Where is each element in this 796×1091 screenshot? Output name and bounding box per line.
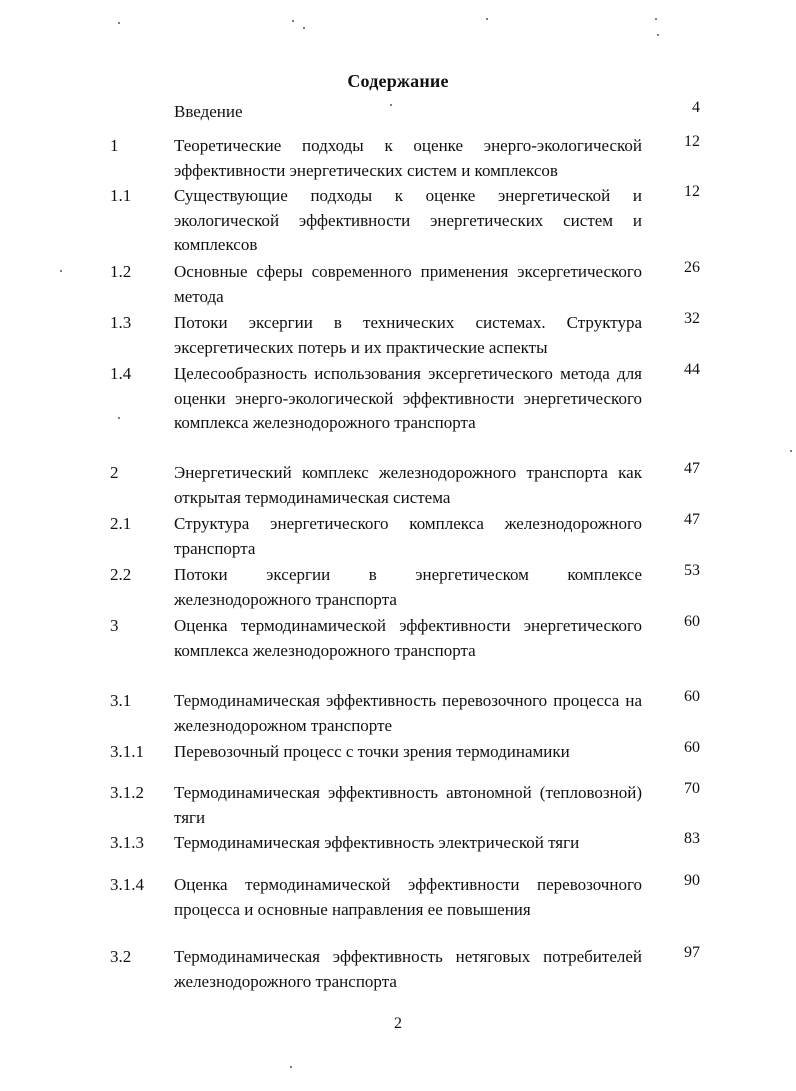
- toc-entry-page: 60: [684, 739, 700, 756]
- toc-entry-page: 47: [684, 460, 700, 477]
- toc-entry-title: Потоки эксергии в технических системах. Структура эксергетических потерь и их практические аспекты: [174, 313, 642, 357]
- scan-speck: [390, 104, 392, 106]
- toc-entry-title: Теоретические подходы к оценке энерго-экологической эффективности энергетических систем и комплексов: [174, 136, 642, 180]
- toc-entry-number: 3.1.2: [110, 783, 144, 802]
- toc-entry-page: 26: [684, 259, 700, 276]
- scan-speck: [657, 34, 659, 36]
- toc-entry-page: 90: [684, 872, 700, 889]
- scan-speck: [655, 18, 657, 20]
- toc-entry-page: 4: [692, 99, 700, 116]
- toc-entry-number: 1.4: [110, 364, 132, 383]
- toc-entry-number: 3.1.4: [110, 875, 144, 894]
- scan-speck: [486, 18, 488, 20]
- toc-title: Содержание: [347, 71, 449, 91]
- toc-entry-title: Термодинамическая эффективность электрической тяги: [174, 833, 580, 852]
- toc-entry-title: Оценка термодинамической эффективности энергетического комплекса железнодорожного транспорта: [174, 616, 642, 660]
- toc-entry-number: 2.1: [110, 514, 132, 533]
- scan-speck: [118, 417, 120, 419]
- toc-entry-title: Термодинамическая эффективность нетяговых потребителей железнодорожного транспорта: [174, 947, 642, 991]
- toc-entry-page: 70: [684, 780, 700, 797]
- toc-entry-page: 32: [684, 310, 700, 327]
- toc-entry-title: Основные сферы современного применения эксергетического метода: [174, 262, 642, 306]
- toc-entry-number: 2.2: [110, 565, 132, 584]
- toc-entry-page: 47: [684, 511, 700, 528]
- scan-speck: [118, 22, 120, 24]
- toc-entry-page: 60: [684, 688, 700, 705]
- toc-entry-page: 12: [684, 133, 700, 150]
- toc-entry-title: Существующие подходы к оценке энергетической и экологической эффективности энергетических систем и комплексов: [174, 186, 642, 254]
- scan-speck: [290, 1066, 292, 1068]
- toc-entry-page: 60: [684, 613, 700, 630]
- toc-entry-number: 3.1.3: [110, 833, 144, 852]
- toc-entry-page: 83: [684, 830, 700, 847]
- toc-entry-number: 2: [110, 463, 119, 482]
- toc-entry-number: 3: [110, 616, 119, 635]
- toc-entry-number: 1.3: [110, 313, 132, 332]
- toc-entry-number: 3.1: [110, 691, 132, 710]
- page-number: 2: [394, 1015, 402, 1032]
- toc-entry-title: Термодинамическая эффективность перевозочного процесса на железнодорожном транспорте: [174, 691, 642, 735]
- toc-entry-title: Структура энергетического комплекса железнодорожного транспорта: [174, 514, 642, 558]
- toc-entry-number: 1.2: [110, 262, 132, 281]
- toc-entry-title: Потоки эксергии в энергетическом комплексе железнодорожного транспорта: [174, 565, 642, 609]
- toc-entry-title: Введение: [174, 102, 243, 121]
- toc-entry-number: 1: [110, 136, 119, 155]
- toc-entry-title: Термодинамическая эффективность автономной (тепловозной) тяги: [174, 783, 642, 827]
- toc-entry-title: Энергетический комплекс железнодорожного транспорта как открытая термодинамическая система: [174, 463, 642, 507]
- toc-entry-title: Целесообразность использования эксергетического метода для оценки энерго-экологической эффективности энергетического комплекса железнодорожного транспорта: [174, 364, 642, 432]
- scan-speck: [292, 20, 294, 22]
- toc-entry-page: 12: [684, 183, 700, 200]
- toc-entry-number: 3.1.1: [110, 742, 144, 761]
- scan-speck: [60, 270, 62, 272]
- toc-entry-page: 97: [684, 944, 700, 961]
- toc-entry-title: Оценка термодинамической эффективности перевозочного процесса и основные направления ее повышения: [174, 875, 642, 919]
- toc-entry-number: 3.2: [110, 947, 132, 966]
- toc-entry-page: 44: [684, 361, 700, 378]
- toc-entry-number: 1.1: [110, 186, 132, 205]
- scan-speck: [303, 27, 305, 29]
- scan-speck: [790, 450, 792, 452]
- toc-entry-title: Перевозочный процесс с точки зрения термодинамики: [174, 742, 570, 761]
- toc-entry-page: 53: [684, 562, 700, 579]
